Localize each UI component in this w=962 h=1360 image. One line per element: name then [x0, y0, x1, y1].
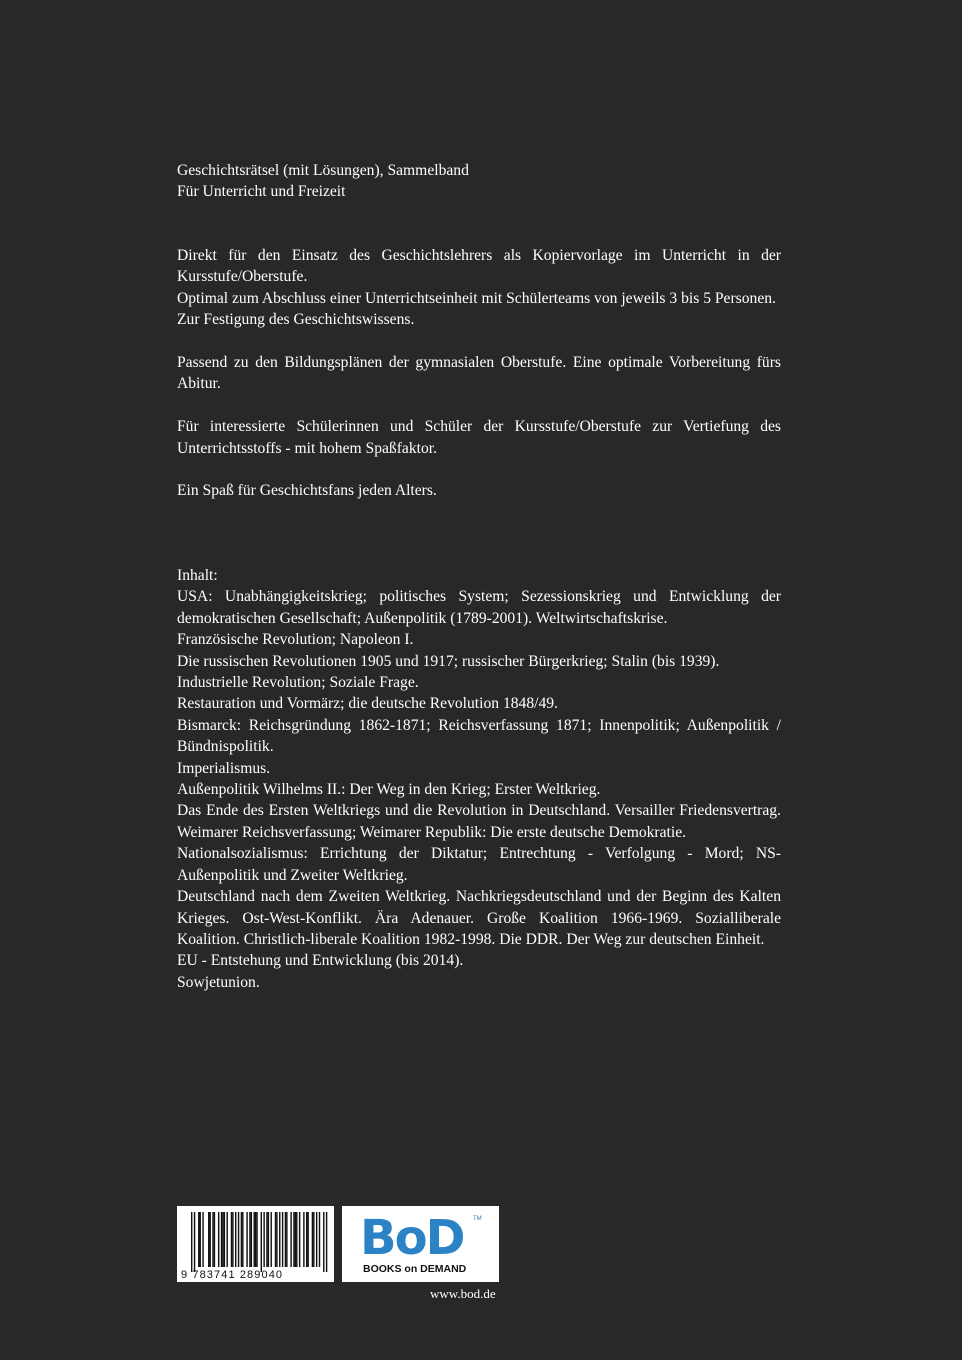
barcode-bar: [326, 1212, 327, 1272]
isbn-barcode: [177, 1206, 334, 1282]
trademark-mark: TM: [473, 1216, 482, 1222]
description-paragraph: Passend zu den Bildungsplänen der gymnasialen Oberstufe. Eine optimale Vorbereitung fürs Abitur.: [177, 354, 781, 393]
publisher-website: www.bod.de: [430, 1286, 496, 1301]
description-paragraph: Zur Festigung des Geschichtswissens.: [177, 311, 415, 329]
contents-block: [177, 565, 781, 993]
contents-item: Nationalsozialismus: Errichtung der Diktatur; Entrechtung - Verfolgung - Mord; NS-Außenpolitik und Zweiter Weltkrieg.: [177, 845, 781, 884]
barcode-bar: [290, 1212, 291, 1267]
barcode-bar: [323, 1212, 324, 1272]
contents-item: Industrielle Revolution; Soziale Frage.: [177, 674, 419, 692]
barcode-bar: [255, 1212, 256, 1267]
spacer: [177, 395, 781, 416]
spacer: [177, 459, 781, 480]
contents-item: USA: Unabhängigkeitskrieg; politisches System; Sezessionskrieg und Entwicklung der demokratischen Gesellschaft; Außenpolitik (1789-2001). Weltwirtschaftskrise.: [177, 588, 781, 627]
barcode-bar: [293, 1212, 294, 1267]
barcode-bar: [307, 1212, 308, 1267]
barcode-bar: [268, 1212, 269, 1267]
barcode-bar: [212, 1212, 213, 1267]
barcode-bar: [242, 1212, 243, 1267]
contents-item: Restauration und Vormärz; die deutsche Revolution 1848/49.: [177, 695, 558, 713]
barcode-bar: [249, 1212, 250, 1267]
barcode-bar: [238, 1212, 239, 1267]
barcode-bar: [282, 1212, 283, 1267]
description-paragraph: Direkt für den Einsatz des Geschichtslehrers als Kopiervorlage im Unterricht in der Kursstufe/Oberstufe.: [177, 247, 781, 286]
barcode-bar: [209, 1212, 210, 1267]
publisher-logo: [342, 1206, 499, 1282]
publisher-tagline: BOOKS on DEMAND: [363, 1263, 467, 1275]
contents-item: Französische Revolution; Napoleon I.: [177, 631, 414, 649]
barcode-bar: [200, 1212, 201, 1267]
barcode-bar: [263, 1212, 264, 1267]
barcode-bar: [253, 1212, 254, 1267]
contents-item: Außenpolitik Wilhelms II.: Der Weg in den Krieg; Erster Weltkrieg.: [177, 781, 601, 799]
barcode-digits: 9 783741 289040: [181, 1269, 284, 1281]
contents-item: Das Ende des Ersten Weltkriegs und die Revolution in Deutschland. Versailler Friedensvertrag. Weimarer Reichsverfassung; Weimarer Republik: Die erste deutsche Demokratie.: [177, 802, 781, 841]
barcode-bar: [316, 1212, 317, 1267]
description-paragraph: Optimal zum Abschluss einer Unterrichtseinheit mit Schülerteams von jeweils 3 bis 5 Personen.: [177, 289, 776, 307]
barcode-bar: [303, 1212, 304, 1267]
barcode-bar: [285, 1212, 286, 1267]
description-paragraph: Ein Spaß für Geschichtsfans jeden Alters.: [177, 482, 437, 500]
bod-logo-text: BoD: [360, 1210, 464, 1266]
barcode-bar: [286, 1212, 287, 1267]
barcode-bar: [319, 1212, 320, 1267]
barcode-bar: [261, 1212, 262, 1272]
barcode-bar: [295, 1212, 296, 1267]
barcode-bar: [279, 1212, 280, 1267]
header-block: [177, 160, 781, 203]
barcode-bar: [227, 1212, 228, 1267]
spacer: [177, 331, 781, 352]
description-block: [177, 245, 781, 502]
contents-item: Die russischen Revolutionen 1905 und 1917; russischer Bürgerkrieg; Stalin (bis 1939).: [177, 652, 720, 670]
contents-item: Bismarck: Reichsgründung 1862-1871; Reichsverfassung 1871; Innenpolitik; Außenpolitik / Bündnispolitik.: [177, 716, 781, 756]
contents-item: Imperialismus.: [177, 759, 271, 777]
barcode-bar: [306, 1212, 307, 1267]
contents-item: Sowjetunion.: [177, 973, 260, 991]
barcode-bar: [251, 1212, 252, 1267]
contents-item: EU - Entstehung und Entwicklung (bis 2014).: [177, 952, 464, 970]
barcode-bar: [276, 1212, 277, 1267]
barcode-bar: [224, 1212, 225, 1267]
barcode-bar: [191, 1212, 192, 1272]
contents-item: Deutschland nach dem Zweiten Weltkrieg. Nachkriegsdeutschland und der Beginn des Kalten Krieges. Ost-West-Konflikt. Ära Adenauer. Große Koalition 1966-1969. Sozialliberale Koalition. Christlich-liberale Koalition 1982-1998. Die DDR. Der Weg zur deutschen Einheit.: [177, 888, 781, 948]
barcode-bar: [208, 1212, 209, 1267]
book-subtitle: Für Unterricht und Freizeit: [177, 183, 346, 201]
barcode-bar: [241, 1212, 242, 1267]
barcode-bar: [246, 1212, 247, 1267]
barcode-bar: [312, 1212, 313, 1267]
barcode-bar: [275, 1212, 276, 1267]
description-paragraph: Für interessierte Schülerinnen und Schüler der Kursstufe/Oberstufe zur Vertiefung des Unterrichtsstoffs - mit hohem Spaßfaktor.: [177, 418, 781, 457]
barcode-bar: [194, 1212, 195, 1272]
barcode-bar: [235, 1212, 236, 1267]
barcode-bar: [202, 1212, 203, 1267]
barcode-bar: [299, 1212, 300, 1267]
book-title: Geschichtsrätsel (mit Lösungen), Sammelband: [177, 162, 469, 179]
barcode-bar: [256, 1212, 257, 1267]
barcode-bar: [198, 1212, 199, 1267]
barcode-bar: [296, 1212, 297, 1267]
barcode-bar: [214, 1212, 215, 1267]
contents-heading: Inhalt:: [177, 567, 218, 584]
barcode-bar: [218, 1212, 219, 1267]
barcode-bar: [221, 1212, 222, 1267]
barcode-bar: [232, 1212, 233, 1267]
barcode-bar: [222, 1212, 223, 1267]
barcode-bar: [231, 1212, 232, 1267]
barcode-bar: [313, 1212, 314, 1267]
barcode-bar: [271, 1212, 272, 1267]
barcode-bar: [266, 1212, 267, 1267]
